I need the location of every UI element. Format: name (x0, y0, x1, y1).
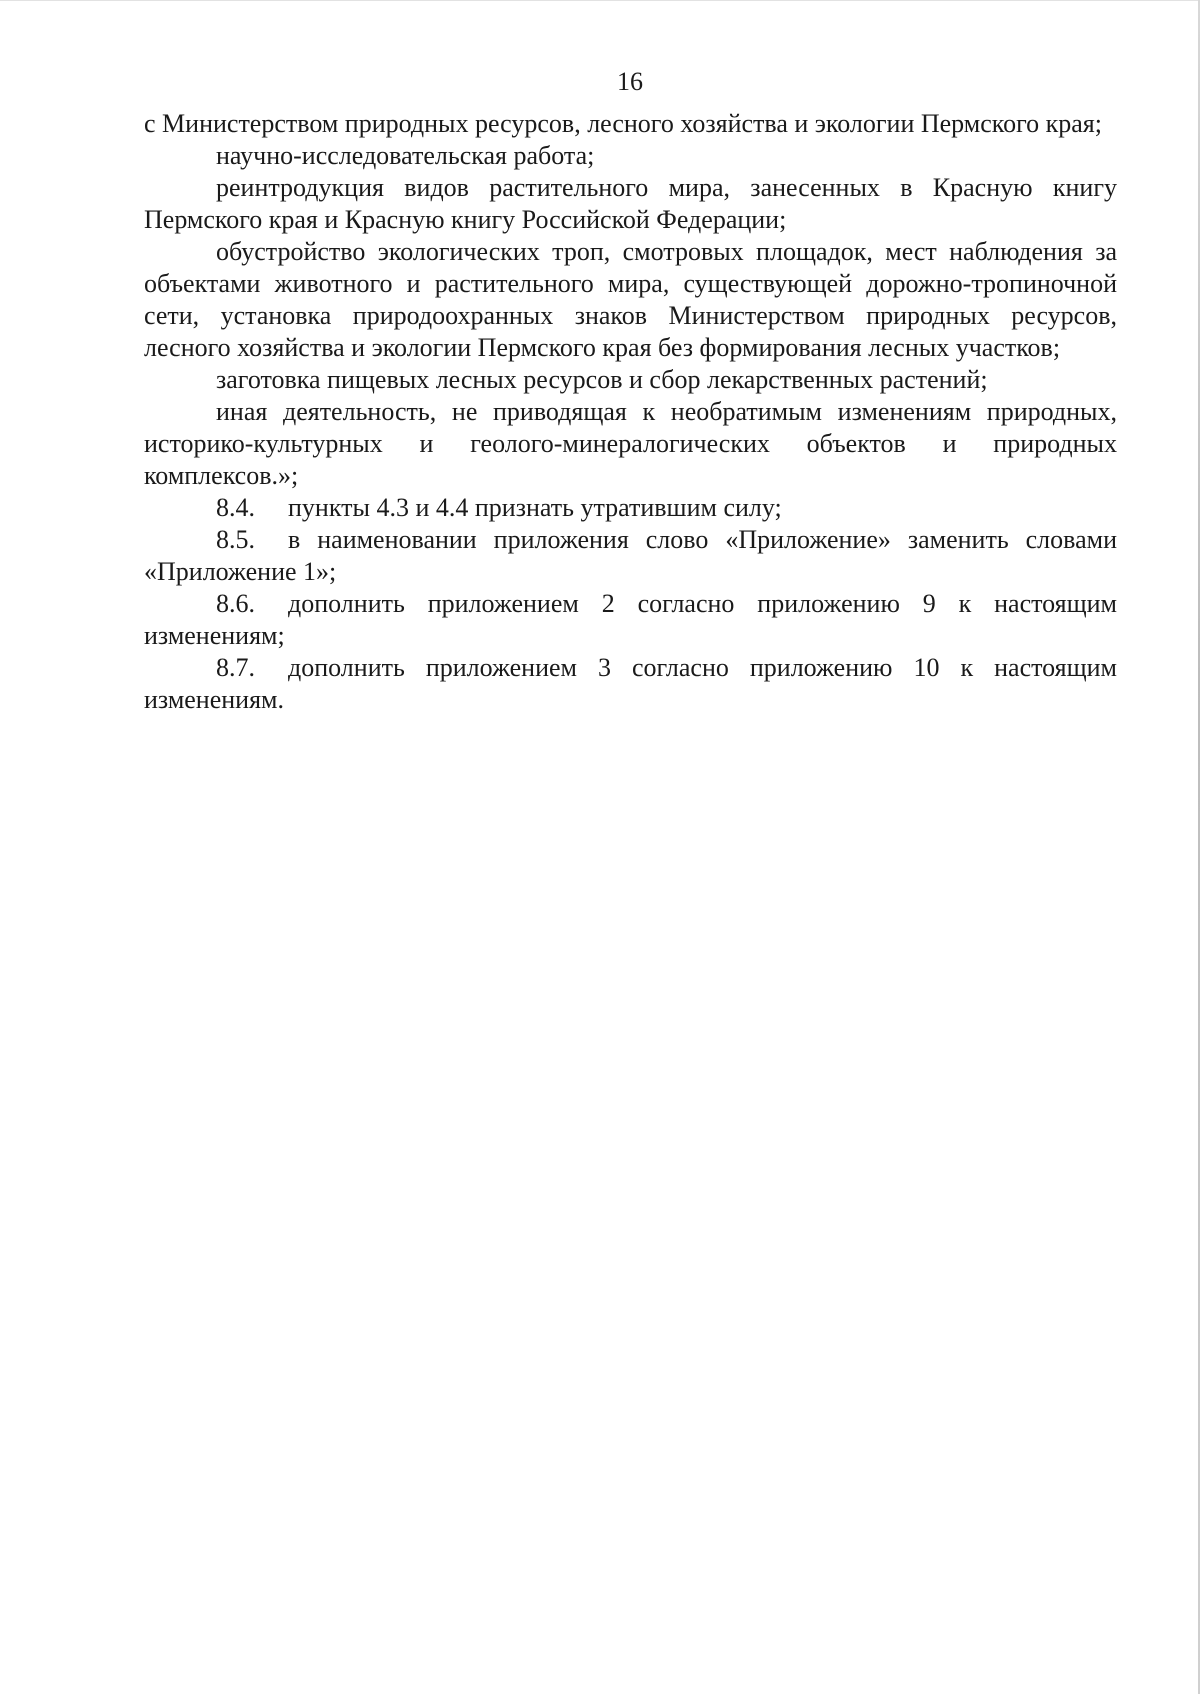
paragraph: с Министерством природных ресурсов, лесного хозяйства и экологии Пермского края; (144, 109, 1102, 138)
page-number: 16 (617, 67, 643, 96)
item-text: дополнить приложением 2 согласно приложению 9 к настоящим изменениям; (144, 589, 1117, 650)
list-item-8-4 (144, 492, 1117, 524)
paragraph: обустройство экологических троп, смотровых площадок, мест наблюдения за объектами животного и растительного мира, существующей дорожно-тропиночной сети, установка природоохранных знаков Министерством природных ресурсов, лесного хозяйства и экологии Пермского края без формирования лесных участков; (144, 237, 1117, 362)
item-text: в наименовании приложения слово «Приложение» заменить словами «Приложение 1»; (144, 525, 1117, 586)
list-item-8-5 (144, 524, 1117, 588)
item-text: пункты 4.3 и 4.4 признать утратившим силу; (288, 493, 782, 522)
item-number: 8.7. (216, 653, 255, 682)
item-text: дополнить приложением 3 согласно приложению 10 к настоящим изменениям. (144, 653, 1117, 714)
paragraph: заготовка пищевых лесных ресурсов и сбор лекарственных растений; (216, 365, 988, 394)
paragraph: научно-исследовательская работа; (216, 141, 595, 170)
scan-edge-top (0, 0, 1200, 1)
item-number: 8.4. (216, 493, 255, 522)
paragraph: реинтродукция видов растительного мира, занесенных в Красную книгу Пермского края и Красную книгу Российской Федерации; (144, 173, 1117, 234)
list-item-8-7 (144, 652, 1117, 716)
list-item-8-6 (144, 588, 1117, 652)
paragraph: иная деятельность, не приводящая к необратимым изменениям природных, историко-культурных и геолого-минералогических объектов и природных комплексов.»; (144, 397, 1117, 490)
item-number: 8.6. (216, 589, 255, 618)
document-body (144, 108, 1117, 716)
item-number: 8.5. (216, 525, 255, 554)
